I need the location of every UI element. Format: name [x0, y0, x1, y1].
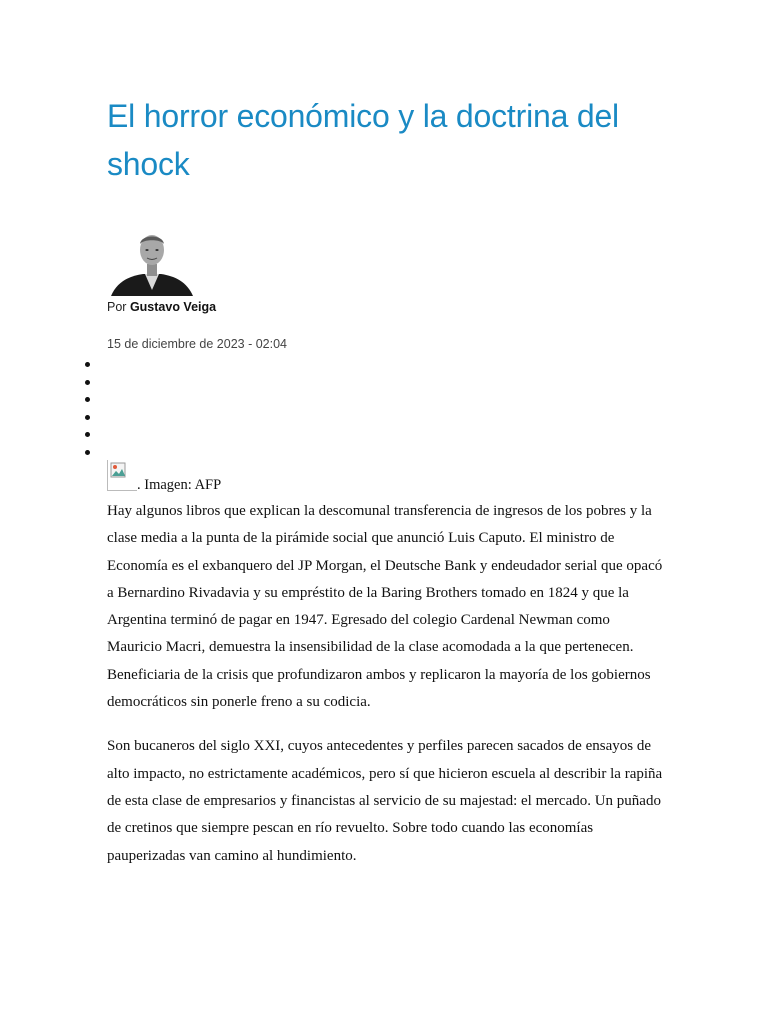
share-item[interactable] — [85, 375, 115, 393]
author-name[interactable]: Gustavo Veiga — [129, 300, 217, 314]
article-body — [107, 498, 667, 887]
share-item[interactable] — [85, 410, 115, 428]
article-title: El horror económico y la doctrina del shock — [107, 98, 619, 182]
byline-prefix: Por — [107, 300, 130, 314]
byline — [107, 300, 216, 314]
image-caption: . Imagen: AFP — [137, 477, 222, 493]
publish-date: 15 de diciembre de 2023 - 02:04 — [107, 337, 287, 351]
share-item[interactable] — [85, 392, 115, 410]
author-photo[interactable] — [107, 230, 197, 296]
share-item[interactable] — [85, 427, 115, 445]
paragraph: Son bucaneros del siglo XXI, cuyos antecedentes y perfiles parecen sacados de ensayos de alto impacto, no estrictamente académicos, pero sí que hicieron escuela al describir la rapiña de esta clase de empresarios y financistas al servicio de su majestad: el mercado. Un puñado de cretinos que siempre pescan en río revuelto. Sobre todo cuando las economías pauperizadas van camino al hundimiento. — [107, 738, 663, 864]
paragraph: Hay algunos libros que explican la descomunal transferencia de ingresos de los pobres y la clase media a la punta de la pirámide social que anunció Luis Caputo. El ministro de Economía es el exbanquero del JP Morgan, el Deutsche Bank y endeudador serial que opacó a Bernardino Rivadavia y su empréstito de la Baring Brothers tomado en 1824 y que la Argentina terminó de pagar en 1947. Egresado del colegio Cardenal Newman como Mauricio Macri, demuestra la insensibilidad de la clase acomodada a la que pertenecen. Beneficiaria de la crisis que profundizaron ambos y replicaron la mayoría de los gobiernos democráticos sin ponerle freno a su codicia. — [107, 503, 663, 711]
share-item[interactable] — [85, 357, 115, 375]
share-list — [85, 357, 115, 462]
broken-image-icon — [107, 460, 137, 491]
